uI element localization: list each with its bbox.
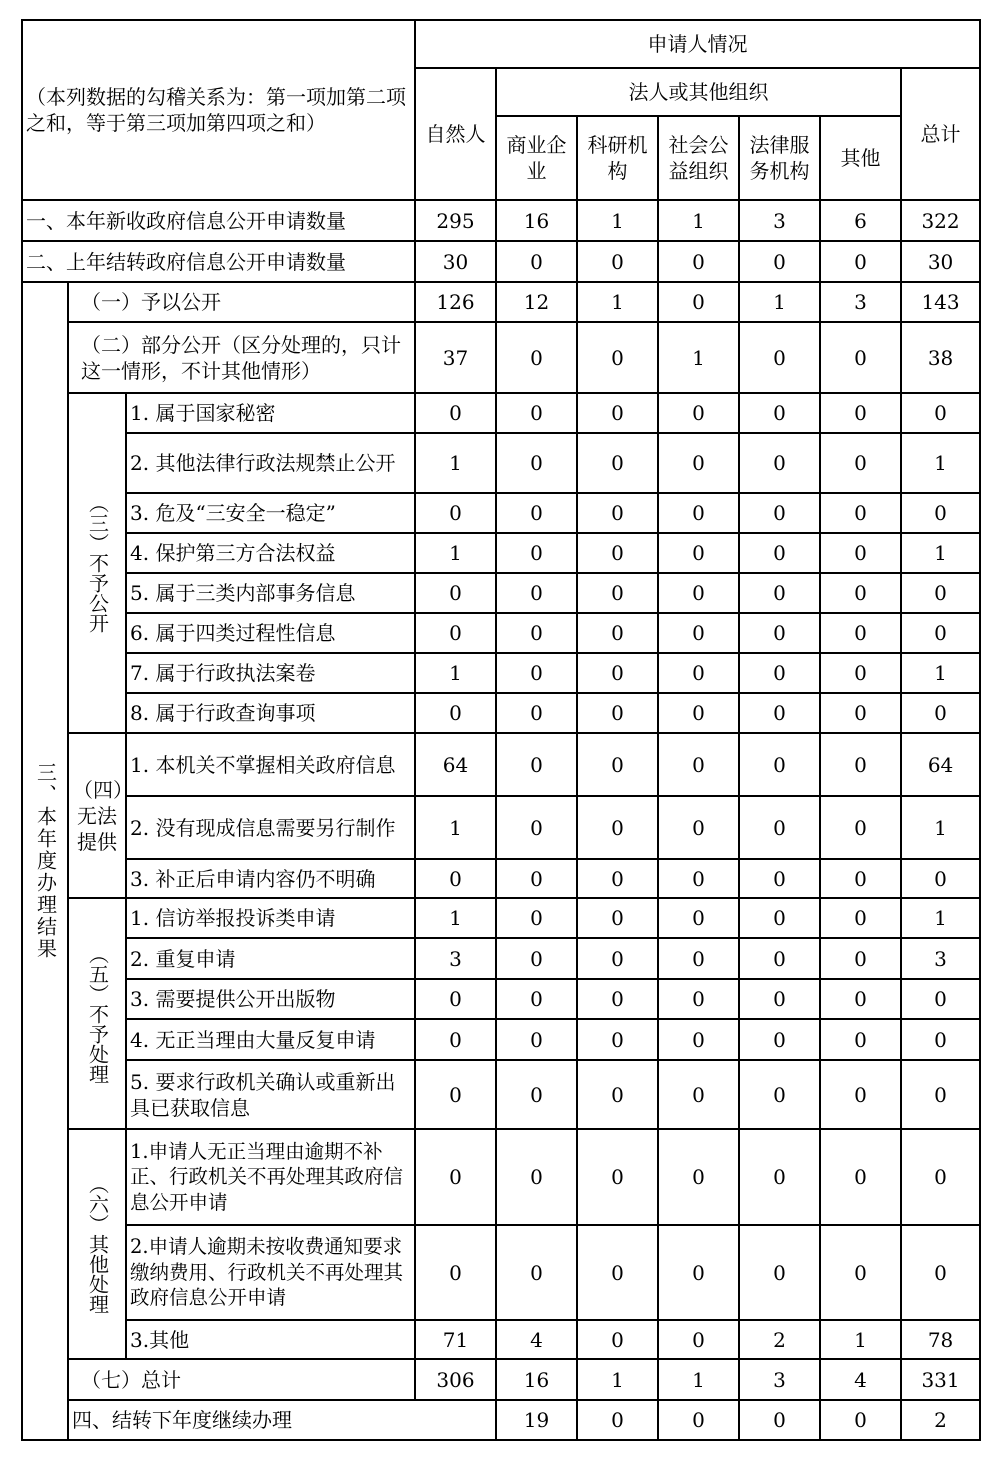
cell: 0 [496, 938, 577, 979]
cell: 37 [415, 322, 496, 393]
cell: 0 [496, 733, 577, 796]
cell: 0 [820, 533, 901, 573]
cell: 0 [820, 938, 901, 979]
cell: 1 [577, 1359, 658, 1400]
cell: 0 [820, 433, 901, 493]
table-row [22, 979, 980, 1019]
cell: 0 [658, 1320, 739, 1359]
row-label: 3. 危及“三安全一稳定” [126, 493, 415, 533]
sub-header-legal-service: 法律服务机构 [739, 116, 820, 200]
cell: 0 [739, 393, 820, 433]
cell: 0 [658, 533, 739, 573]
table-row [22, 1359, 980, 1400]
cell: 0 [901, 1225, 980, 1320]
row-label: 3. 补正后申请内容仍不明确 [126, 859, 415, 898]
cell: 0 [820, 898, 901, 938]
group-five-label: （五）不予处理 [68, 898, 126, 1129]
cell: 0 [739, 322, 820, 393]
cell: 0 [577, 1129, 658, 1225]
cell: 0 [658, 733, 739, 796]
cell: 0 [820, 322, 901, 393]
cell: 0 [658, 433, 739, 493]
cell: 0 [739, 533, 820, 573]
cell: 0 [739, 898, 820, 938]
cell: 3 [415, 938, 496, 979]
row-label: 1. 属于国家秘密 [126, 393, 415, 433]
table-row [22, 322, 980, 393]
table-row [22, 1225, 980, 1320]
row-label: 4. 保护第三方合法权益 [126, 533, 415, 573]
cell: 16 [496, 200, 577, 241]
cell: 3 [820, 282, 901, 322]
cell: 322 [901, 200, 980, 241]
cell: 0 [658, 898, 739, 938]
cell: 126 [415, 282, 496, 322]
cell: 0 [496, 653, 577, 693]
table-row [22, 573, 980, 613]
cell: 0 [658, 241, 739, 282]
sub-header-other: 其他 [820, 116, 901, 200]
cell: 78 [901, 1320, 980, 1359]
cell: 0 [658, 859, 739, 898]
cell: 64 [901, 733, 980, 796]
cell: 0 [496, 613, 577, 653]
row-label: 6. 属于四类过程性信息 [126, 613, 415, 653]
cell: 0 [658, 493, 739, 533]
cell: 0 [577, 898, 658, 938]
cell: 0 [577, 1320, 658, 1359]
legal-group-header: 法人或其他组织 [496, 68, 901, 116]
cell: 0 [658, 613, 739, 653]
table-row [22, 898, 980, 938]
cell: 0 [415, 1060, 496, 1129]
row-label: （一）予以公开 [68, 282, 415, 322]
cell: 143 [901, 282, 980, 322]
cell: 1 [901, 796, 980, 859]
cell: 0 [496, 1019, 577, 1060]
cell: 1 [658, 322, 739, 393]
cell: 0 [820, 241, 901, 282]
table-row [22, 859, 980, 898]
table-row [22, 1400, 980, 1440]
cell: 0 [820, 393, 901, 433]
cell: 0 [577, 979, 658, 1019]
cell: 0 [820, 493, 901, 533]
cell: 306 [415, 1359, 496, 1400]
cell: 0 [820, 1019, 901, 1060]
cell: 0 [577, 493, 658, 533]
cell: 0 [820, 796, 901, 859]
cell: 0 [658, 938, 739, 979]
cell: 0 [496, 859, 577, 898]
cell: 1 [901, 533, 980, 573]
cell: 0 [496, 898, 577, 938]
cell: 1 [577, 200, 658, 241]
cell: 0 [577, 241, 658, 282]
cell: 0 [658, 1225, 739, 1320]
cell: 1 [658, 1359, 739, 1400]
cell: 71 [415, 1320, 496, 1359]
cell: 0 [496, 796, 577, 859]
cell: 1 [739, 282, 820, 322]
cell: 2 [739, 1320, 820, 1359]
cell: 331 [901, 1359, 980, 1400]
row-label: 2. 其他法律行政法规禁止公开 [126, 433, 415, 493]
relation-note: （本列数据的勾稽关系为：第一项加第二项之和，等于第三项加第四项之和） [22, 20, 415, 200]
cell: 0 [658, 282, 739, 322]
cell: 0 [415, 573, 496, 613]
disclosure-statistics-table [21, 19, 981, 1441]
cell: 0 [577, 653, 658, 693]
row-label: 7. 属于行政执法案卷 [126, 653, 415, 693]
cell: 0 [739, 1225, 820, 1320]
cell: 0 [901, 493, 980, 533]
table-row [22, 493, 980, 533]
table-row [22, 200, 980, 241]
cell: 0 [901, 613, 980, 653]
cell: 0 [577, 796, 658, 859]
cell: 0 [577, 1400, 658, 1440]
natural-person-header: 自然人 [415, 68, 496, 200]
table-row [22, 1129, 980, 1225]
cell: 0 [739, 1129, 820, 1225]
cell: 0 [496, 322, 577, 393]
cell: 1 [415, 898, 496, 938]
cell: 0 [496, 393, 577, 433]
cell: 0 [415, 613, 496, 653]
sub-header-research: 科研机构 [577, 116, 658, 200]
group-four-label: （四）无法提供 [68, 733, 126, 898]
cell: 0 [901, 1019, 980, 1060]
cell: 0 [496, 573, 577, 613]
applicant-header: 申请人情况 [415, 20, 980, 68]
cell: 0 [496, 693, 577, 733]
table-row [22, 1320, 980, 1359]
cell: 0 [739, 693, 820, 733]
row-label: 1. 信访举报投诉类申请 [126, 898, 415, 938]
cell: 0 [577, 693, 658, 733]
row-label: 四、结转下年度继续办理 [68, 1400, 496, 1440]
cell: 0 [496, 433, 577, 493]
cell: 295 [415, 200, 496, 241]
row-label: 1.申请人无正当理由逾期不补正、行政机关不再处理其政府信息公开申请 [126, 1129, 415, 1225]
cell: 1 [901, 898, 980, 938]
cell: 0 [820, 1129, 901, 1225]
cell: 0 [577, 322, 658, 393]
sub-header-public-welfare: 社会公益组织 [658, 116, 739, 200]
row-label: 8. 属于行政查询事项 [126, 693, 415, 733]
cell: 0 [658, 979, 739, 1019]
cell: 0 [739, 493, 820, 533]
cell: 0 [901, 1129, 980, 1225]
cell: 0 [820, 1225, 901, 1320]
group-three-label: （三）不予公开 [68, 393, 126, 733]
cell: 64 [415, 733, 496, 796]
cell: 0 [739, 653, 820, 693]
cell: 30 [415, 241, 496, 282]
row-label: 2. 重复申请 [126, 938, 415, 979]
cell: 0 [739, 573, 820, 613]
cell: 0 [658, 1129, 739, 1225]
group-six-label: （六）其他处理 [68, 1129, 126, 1359]
cell: 0 [901, 859, 980, 898]
cell: 1 [415, 796, 496, 859]
cell: 4 [820, 1359, 901, 1400]
cell: 0 [577, 733, 658, 796]
row-label: 5. 要求行政机关确认或重新出具已获取信息 [126, 1060, 415, 1129]
row-label: 3. 需要提供公开出版物 [126, 979, 415, 1019]
cell: 0 [658, 1019, 739, 1060]
cell: 0 [415, 393, 496, 433]
cell: 0 [577, 859, 658, 898]
cell: 1 [658, 200, 739, 241]
row-label: 一、本年新收政府信息公开申请数量 [22, 200, 415, 241]
cell: 0 [496, 1129, 577, 1225]
cell: 3 [901, 938, 980, 979]
cell: 0 [739, 859, 820, 898]
cell: 0 [415, 1225, 496, 1320]
cell: 1 [415, 533, 496, 573]
cell: 6 [820, 200, 901, 241]
cell: 1 [901, 653, 980, 693]
cell: 0 [658, 393, 739, 433]
cell: 0 [739, 613, 820, 653]
cell: 0 [820, 733, 901, 796]
table-row [22, 241, 980, 282]
cell: 0 [739, 1019, 820, 1060]
cell: 0 [820, 573, 901, 613]
table-row [22, 393, 980, 433]
cell: 0 [739, 733, 820, 796]
row-label: 3.其他 [126, 1320, 415, 1359]
cell: 0 [739, 979, 820, 1019]
cell: 0 [577, 613, 658, 653]
cell: 0 [496, 1225, 577, 1320]
cell: 0 [577, 1019, 658, 1060]
cell: 0 [739, 1400, 820, 1440]
cell: 0 [415, 1019, 496, 1060]
cell: 0 [820, 1060, 901, 1129]
cell: 0 [739, 938, 820, 979]
cell: 0 [577, 1060, 658, 1129]
cell: 0 [415, 693, 496, 733]
cell: 38 [901, 322, 980, 393]
table-row [22, 282, 980, 322]
cell: 2 [901, 1400, 980, 1440]
row-label: 4. 无正当理由大量反复申请 [126, 1019, 415, 1060]
cell: 0 [496, 493, 577, 533]
cell: 4 [496, 1320, 577, 1359]
cell: 1 [415, 653, 496, 693]
cell: 3 [739, 200, 820, 241]
cell: 16 [496, 1359, 577, 1400]
total-header: 总计 [901, 68, 980, 200]
cell: 0 [496, 533, 577, 573]
cell: 0 [496, 241, 577, 282]
cell: 0 [820, 693, 901, 733]
table-row [22, 1060, 980, 1129]
cell: 0 [820, 613, 901, 653]
cell: 30 [901, 241, 980, 282]
row-label: 2. 没有现成信息需要另行制作 [126, 796, 415, 859]
cell: 0 [901, 1060, 980, 1129]
cell: 0 [577, 533, 658, 573]
cell: 0 [415, 979, 496, 1019]
row-label: （二）部分公开（区分处理的，只计这一情形，不计其他情形） [68, 322, 415, 393]
cell: 0 [739, 1060, 820, 1129]
cell: 0 [739, 241, 820, 282]
cell: 19 [496, 1400, 577, 1440]
cell: 0 [658, 796, 739, 859]
cell: 0 [577, 1225, 658, 1320]
sub-header-business: 商业企业 [496, 116, 577, 200]
cell: 1 [820, 1320, 901, 1359]
cell: 0 [901, 393, 980, 433]
cell: 0 [658, 653, 739, 693]
row-label: 5. 属于三类内部事务信息 [126, 573, 415, 613]
table-row [22, 796, 980, 859]
cell: 0 [739, 796, 820, 859]
cell: 0 [820, 859, 901, 898]
section-three-label: 三、本年度办理结果 [22, 282, 68, 1440]
table-row [22, 1019, 980, 1060]
cell: 1 [415, 433, 496, 493]
cell: 0 [901, 693, 980, 733]
cell: 0 [820, 1400, 901, 1440]
table-row [22, 613, 980, 653]
cell: 0 [577, 393, 658, 433]
cell: 0 [496, 979, 577, 1019]
cell: 0 [658, 1400, 739, 1440]
cell: 0 [820, 979, 901, 1019]
cell: 0 [415, 493, 496, 533]
cell: 0 [658, 693, 739, 733]
cell: 0 [739, 433, 820, 493]
cell: 0 [577, 433, 658, 493]
cell: 0 [415, 859, 496, 898]
table-row [22, 938, 980, 979]
cell: 12 [496, 282, 577, 322]
cell: 0 [901, 573, 980, 613]
cell: 0 [658, 573, 739, 613]
cell: 3 [739, 1359, 820, 1400]
cell: 0 [415, 1129, 496, 1225]
cell: 0 [658, 1060, 739, 1129]
row-label: （七）总计 [68, 1359, 415, 1400]
cell: 0 [901, 979, 980, 1019]
cell: 0 [496, 1060, 577, 1129]
table-row [22, 433, 980, 493]
table-row [22, 733, 980, 796]
table-row [22, 693, 980, 733]
cell: 1 [901, 433, 980, 493]
row-label: 1. 本机关不掌握相关政府信息 [126, 733, 415, 796]
cell: 1 [577, 282, 658, 322]
table-row [22, 653, 980, 693]
table-row [22, 533, 980, 573]
cell: 0 [577, 573, 658, 613]
row-label: 2.申请人逾期未按收费通知要求缴纳费用、行政机关不再处理其政府信息公开申请 [126, 1225, 415, 1320]
cell: 0 [577, 938, 658, 979]
row-label: 二、上年结转政府信息公开申请数量 [22, 241, 415, 282]
cell: 0 [820, 653, 901, 693]
